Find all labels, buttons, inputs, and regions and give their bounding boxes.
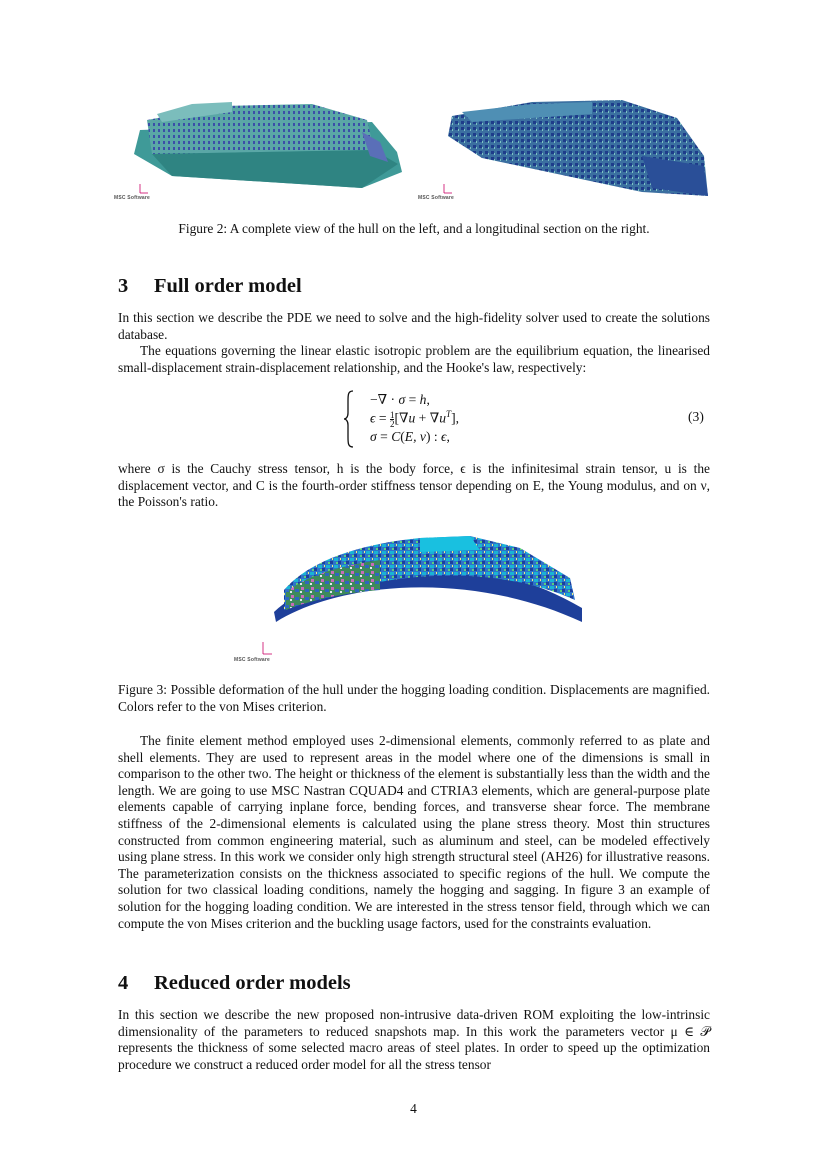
hull-complete-view-image	[112, 92, 412, 207]
figure-2-caption: Figure 2: A complete view of the hull on the left, and a longitudinal section on the right.	[178, 221, 650, 236]
equation-3	[342, 389, 712, 449]
right-axis-icon	[442, 182, 454, 196]
equation-brace	[342, 389, 356, 449]
section-3-para-1: In this section we describe the PDE we need to solve and the high-fidelity solver used to create the solutions database.	[118, 310, 710, 342]
page-number: 4	[410, 1101, 417, 1116]
section-3-para-2: The equations governing the linear elastic isotropic problem are the equilibrium equation, the linearised small-displacement strain-displacement relationship, and the Hooke's law, respectively:	[118, 343, 710, 375]
left-msc-logo: MSC Software	[114, 195, 151, 201]
figure-3-msc-logo: MSC Software	[234, 657, 271, 663]
hull-longitudinal-section-image	[442, 96, 712, 201]
section-3-number: 3	[118, 275, 129, 297]
section-4-heading	[118, 972, 351, 995]
section-4-para-1: In this section we describe the new proposed non-intrusive data-driven ROM exploiting the low-intrinsic dimensionality of the parameters to reduced snapshots map. In this work the parameters vector μ ∈ 𝒫 represents the thickness of some selected macro areas of steel plates. In order to speed up the optimization procedure we construct a reduced order model for all the stress tensor	[118, 1007, 710, 1072]
figure-3-caption: Figure 3: Possible deformation of the hull under the hogging loading condition. Displacements are magnified. Colors refer to the von Mises criterion.	[118, 682, 710, 714]
left-axis-icon	[138, 182, 150, 196]
section-3-para-3: where σ is the Cauchy stress tensor, h is the body force, ϵ is the infinitesimal strain tensor, u is the displacement vector, and C is the fourth-order stiffness tensor depending on E, the Young modulus, and on ν, the Poisson's ratio.	[118, 461, 710, 510]
section-3-title: Full order model	[154, 275, 302, 297]
figure-3-axis-icon	[260, 640, 274, 658]
section-3-para-4: The finite element method employed uses 2-dimensional elements, commonly referred to as plate and shell elements. They are used to represent areas in the model where one of the dimensions is small in comparison to the other two. The height or thickness of the element is substantially less than the width and the length. We are going to use MSC Nastran CQUAD4 and CTRIA3 elements, which are general-purpose plate elements capable of carrying inplane force, bending forces, and transverse shear force. The membrane stiffness of the 2-dimensional elements is calculated using the plane stress theory. Most thin structures constructed from common engineering material, such as aluminum and steel, can be modeled effectively using plane stress. In this work we consider only high strength structural steel (AH26) for illustrative reasons. The parameterization consists on the thickness associated to specific regions of the hull. We compute the solution for two classical loading conditions, namely the hogging and sagging. In figure 3 an example of solution for the hogging loading condition. We are interested in the stress tensor field, through which we can compute the von Mises criterion and the buckling usage factors, used for the constraints evaluation.	[118, 733, 710, 931]
section-4-number: 4	[118, 972, 129, 994]
equation-line-1: −∇ · σ = h,	[370, 392, 430, 407]
equation-number: (3)	[688, 409, 704, 424]
right-msc-logo: MSC Software	[418, 195, 455, 201]
section-4-title: Reduced order models	[154, 972, 351, 994]
figure-2	[112, 92, 712, 212]
equation-line-2: ϵ = $\frac{1}{2}$ $[\nabla u + \nabla u^T]$,	[370, 409, 459, 429]
equation-line-3: σ = C(E, ν) : ϵ,	[370, 429, 450, 444]
hull-hogging-deformation-image	[270, 530, 586, 626]
section-3-heading	[118, 275, 302, 298]
